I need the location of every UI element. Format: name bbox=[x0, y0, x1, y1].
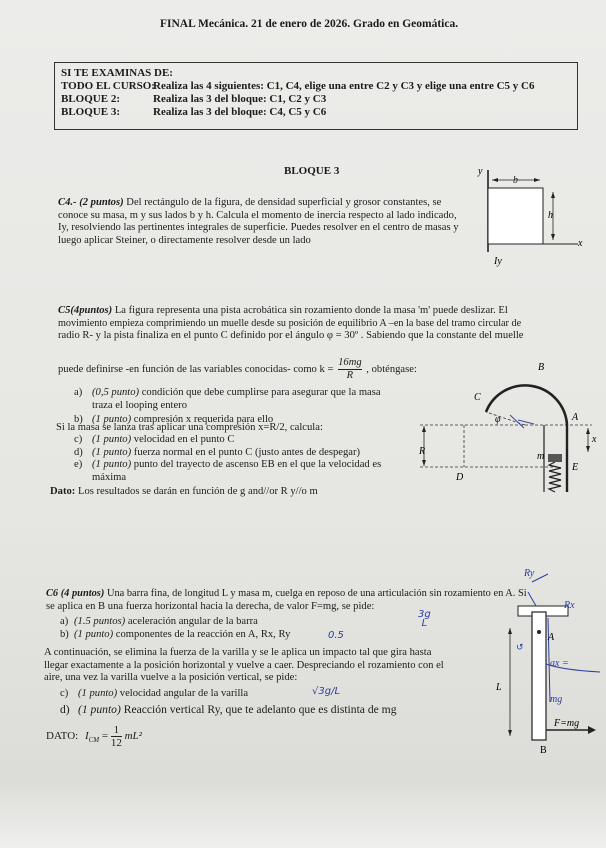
fig-label-m: m bbox=[537, 451, 545, 462]
list-item: c) (1 punto) velocidad angular de la varilla bbox=[60, 688, 249, 699]
c6-bar-figure bbox=[488, 560, 606, 760]
fig-label-x: x bbox=[578, 238, 583, 249]
c5-items-a bbox=[58, 387, 381, 427]
handwritten-ry: Ry bbox=[524, 568, 535, 579]
k-fraction: $\frac{16mg}{R}$ bbox=[338, 357, 362, 381]
instructions-row: BLOQUE 2: Realiza las 3 del bloque: C1, C2 y C3 bbox=[61, 93, 327, 105]
list-item: c) (1 punto) velocidad en el punto C bbox=[74, 434, 235, 445]
fig-label-D: D bbox=[456, 472, 464, 483]
handwritten-note: √3g/L bbox=[312, 686, 341, 697]
list-item: a) (1.5 puntos) aceleración angular de la barra bbox=[60, 616, 258, 627]
list-item: e) (1 punto) punto del trayecto de ascenso EB en el que la velocidad es bbox=[74, 459, 382, 470]
list-item: a) (0,5 punto) condición que debe cumplirse para asegurar que la masa bbox=[74, 387, 381, 398]
list-item: b) (1 punto) compresión x requerida para ello bbox=[74, 414, 274, 425]
c5-statement: C5(4puntos) La figura representa una pista acrobática sin rozamiento donde la masa 'm' puede deslizar. El movimiento empieza comprimiendo un muelle desde su posición de equilibrio A –en la base del tramo circular de radio R- y la pista finaliza en el punto C definido por el ángulo φ = 30º . Sabiendo que la constante del muelle bbox=[58, 305, 524, 342]
rotation-arrow-icon: ↺ bbox=[516, 642, 524, 652]
c5-k-definition: puede definirse -en función de las variables conocidas- como k = $\frac{16mg}{R}$ , obténgase: bbox=[58, 357, 417, 381]
list-item: máxima bbox=[92, 471, 127, 483]
inertia-fraction: $\frac{1}{12}$ bbox=[110, 724, 122, 749]
c6-dato: DATO: $I_{CM}$ = $\frac{1}{12}$ mL² bbox=[46, 724, 142, 749]
c6-items-a bbox=[46, 616, 290, 641]
instructions-row: TODO EL CURSO:Realiza las 4 siguientes: C1, C4, elige una entre C2 y C3 y elige una entre C5 y C6 bbox=[61, 80, 535, 92]
list-item: b) (1 punto) componentes de la reacción en A, Rx, Ry bbox=[60, 628, 291, 640]
instructions-row: BLOQUE 3: Realiza las 3 del bloque: C4, C5 y C6 bbox=[61, 106, 327, 118]
fig-label-R: R bbox=[419, 446, 426, 457]
exam-title: FINAL Mecánica. 21 de enero de 2026. Grado en Geomática. bbox=[160, 18, 459, 30]
fig-label-b: b bbox=[513, 175, 518, 186]
list-item: d) (1 punto) fuerza normal en el punto C (justo antes de despegar) bbox=[74, 446, 361, 458]
handwritten-ax: ax = bbox=[550, 658, 569, 669]
fig-label-x: x bbox=[592, 434, 597, 445]
handwritten-note: 3g L bbox=[418, 609, 431, 629]
instructions-box bbox=[54, 62, 578, 130]
handwritten-note: 0.5 bbox=[328, 630, 344, 641]
c6-statement: C6 (4 puntos) Una barra fina, de longitud L y masa m, cuelga en reposo de una articulación sin rozamiento en A. Si se aplica en B una fuerza horizontal hacia la derecha, de valor F=mg, se pide: bbox=[46, 588, 527, 612]
list-item: d) (1 punto) Reacción vertical Ry, que te adelanto que es distinta de mg bbox=[60, 702, 397, 716]
c6-continuation: A continuación, se elimina la fuerza de la varilla y se le aplica un impacto tal que gira hasta llegar exactamente a la posición horizontal y vuelve a caer. Despreciando el rozamiento con el aire, una vez la varilla vuelve a la posición vertical, se pide: bbox=[44, 647, 444, 684]
fig-label-C: C bbox=[474, 392, 481, 403]
handwritten-mg: mg bbox=[550, 694, 563, 705]
handwritten-rx: Rx bbox=[564, 600, 575, 611]
block-title: BLOQUE 3 bbox=[284, 165, 340, 177]
fig-label-phi: φ bbox=[495, 414, 501, 425]
fig-label-B: B bbox=[540, 745, 547, 756]
fig-label-E: E bbox=[572, 462, 579, 473]
c4-statement: C4.- (2 puntos) Del rectángulo de la figura, de densidad superficial y grosor constantes, se conoce su masa, m y sus lados b y h. Calcula el momento de inercia respecto al lado indicado, Iy, resolviendo las pertinentes integrales de superficie. Puedes resolver en el centro de masas y luego aplicar Steiner, o directamente resolver desde un lado bbox=[58, 197, 459, 246]
fig-label-h: h bbox=[548, 210, 553, 221]
list-item: traza el looping entero bbox=[92, 399, 188, 411]
fig-label-L: L bbox=[496, 682, 502, 693]
c4-rectangle-figure bbox=[470, 162, 590, 272]
c5-track-figure bbox=[412, 362, 602, 504]
fig-label-B: B bbox=[538, 362, 545, 373]
fig-label-A: A bbox=[548, 632, 555, 643]
c5-dato: Dato: Los resultados se darán en función de g and//or R y//o m bbox=[50, 486, 318, 497]
c5-items-b bbox=[58, 434, 381, 484]
fig-label-y: y bbox=[478, 166, 483, 177]
fig-label-iy: Iy bbox=[494, 256, 502, 267]
fig-label-F: F=mg bbox=[554, 718, 580, 729]
c6-items-b bbox=[46, 688, 397, 716]
instructions-heading: SI TE EXAMINAS DE: bbox=[61, 67, 173, 79]
c5-mid-line: Si la masa se lanza tras aplicar una compresión x=R/2, calcula: bbox=[56, 422, 323, 433]
fig-label-A: A bbox=[572, 412, 579, 423]
